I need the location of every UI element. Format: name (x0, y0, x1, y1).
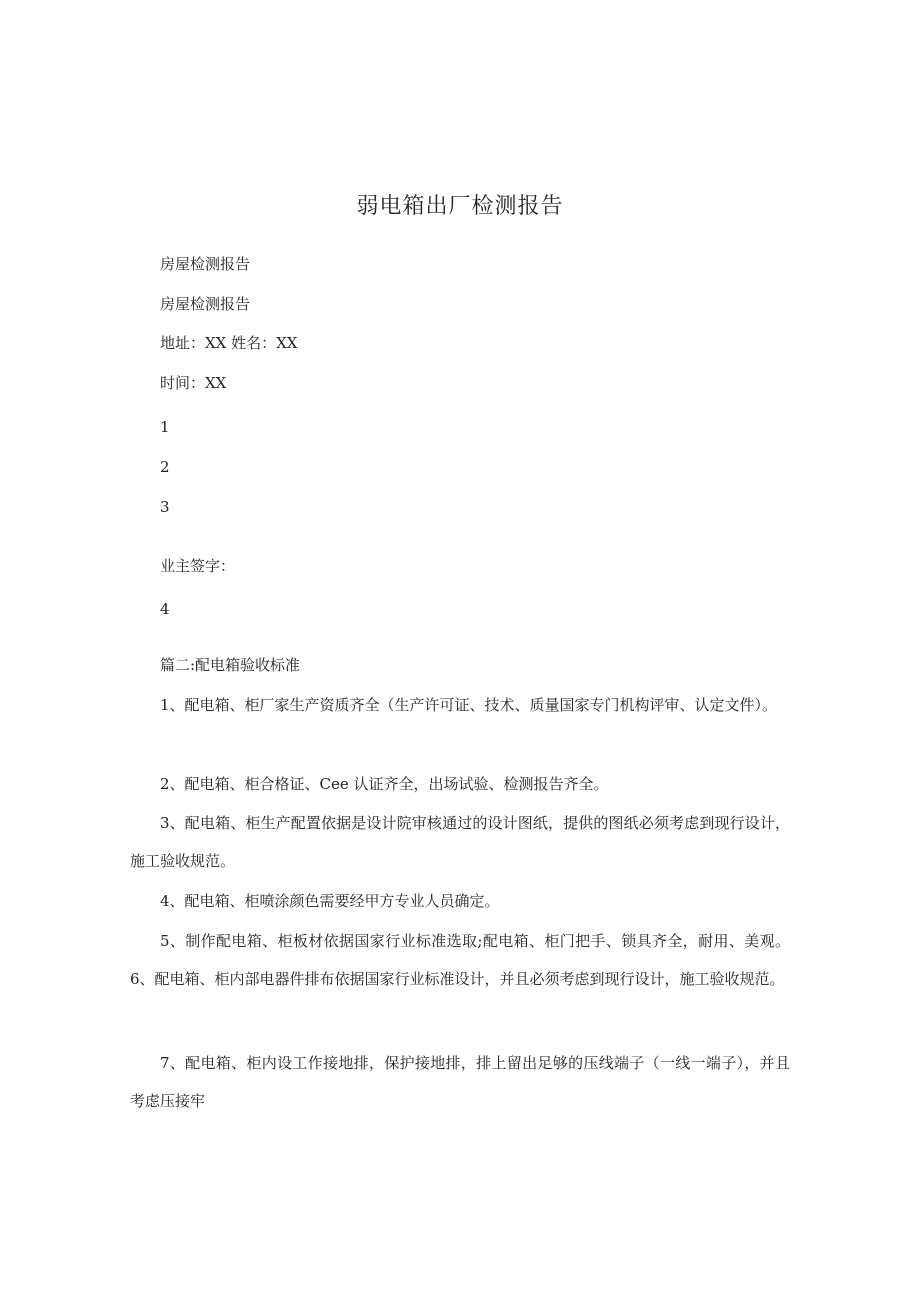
time-line: 时间：XX (160, 374, 227, 392)
standard-item-3: 3、配电箱、柜生产配置依据是设计院审核通过的设计图纸，提供的图纸必须考虑到现行设计，施工验收规范。 (130, 814, 790, 870)
document-title: 弱电箱出厂检测报告 (356, 194, 564, 219)
item-number-3: 3 (160, 498, 170, 516)
standard-item-4: 4、配电箱、柜喷涂颜色需要经甲方专业人员确定。 (160, 892, 500, 910)
standard-item-5-6: 5、制作配电箱、柜板材依据国家行业标准选取;配电箱、柜门把手、锁具齐全，耐用、美观。6、配电箱、柜内部电器件排布依据国家行业标准设计，并且必须考虑到现行设计，施工验收规范。 (130, 932, 790, 988)
section-title: 篇二:配电箱验收标准 (160, 656, 301, 674)
header-line-2: 房屋检测报告 (160, 295, 251, 313)
standard-item-1: 1、配电箱、柜厂家生产资质齐全（生产许可证、技术、质量国家专门机构评审、认定文件）。 (160, 696, 778, 714)
standard-item-2: 2、配电箱、柜合格证、Cee 认证齐全，出场试验、检测报告齐全。 (160, 775, 609, 793)
standard-item-7: 7、配电箱、柜内设工作接地排，保护接地排，排上留出足够的压线端子（一线一端子），并且考虑压接牢 (130, 1054, 790, 1110)
owner-signature-label: 业主签字： (160, 557, 236, 575)
address-name-line: 地址：XX 姓名：XX (160, 334, 298, 352)
item-number-4: 4 (160, 600, 170, 618)
item-number-2: 2 (160, 458, 170, 476)
header-line-1: 房屋检测报告 (160, 255, 251, 273)
item-number-1: 1 (160, 418, 170, 436)
